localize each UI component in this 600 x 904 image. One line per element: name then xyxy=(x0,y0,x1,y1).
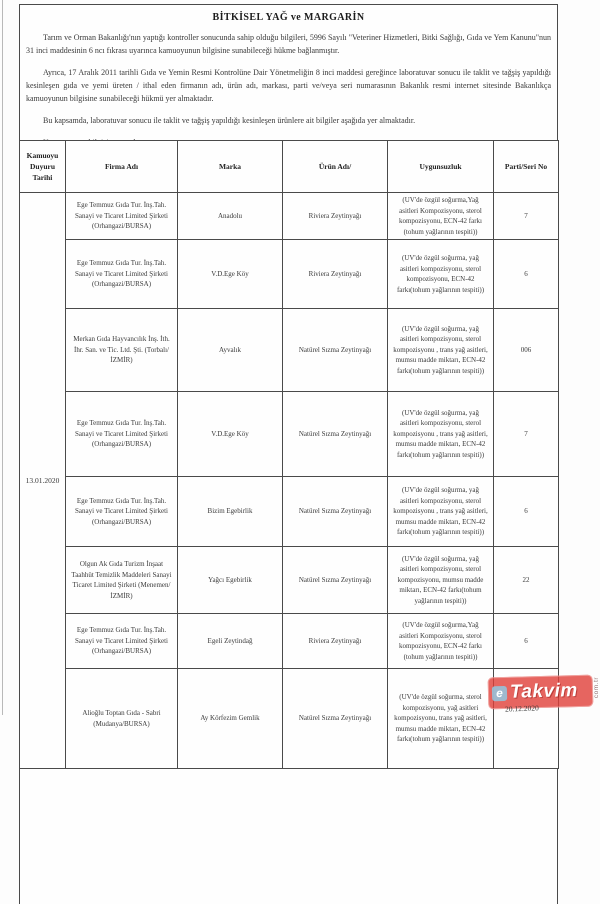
paragraph-law: Tarım ve Orman Bakanlığı'nın yaptığı kontroller sonucunda sahip olduğu bilgileri, 5996 Sayılı "Veteriner Hizmetleri, Bitki Sağlığı, Gıda ve Yem Kanunu"nun 31 inci maddesinin 6 ncı fıkrası uyarınca kamuoyunun bilgisine sunabileceği hükme bağlanmıştır. xyxy=(26,33,551,55)
cell-marka: Ayvalık xyxy=(178,309,283,392)
cell-firma: Ege Temmuz Gıda Tur. İnş.Tah. Sanayi ve Ticaret Limited Şirketi (Orhangazi/BURSA) xyxy=(66,614,178,669)
cell-urun: Riviera Zeytinyağı xyxy=(283,240,388,309)
cell-marka: Bizim Egebirlik xyxy=(178,477,283,547)
cell-uygunsuzluk: (UV'de özgül soğurma, sterol kompozisyonu, yağ asitleri kompozisyonu, trans yağ asitleri, mumsu madde miktarı, ECN-42 farkı(tohum yağlarının tespiti)) xyxy=(388,669,494,769)
table-row xyxy=(20,614,559,669)
violations-table xyxy=(19,140,559,769)
paragraph-regulation: Ayrıca, 17 Aralık 2011 tarihli Gıda ve Yemin Resmi Kontrolüne Dair Yönetmeliğin 8 inci maddesi gereğince laboratuvar sonucu ile taklit ve tağşiş yapıldığı kesinleşen gıda ve yemi üreten / ithal eden firmanın adı, ürün adı, markası, parti ve/veya seri numarasının Bakanlık resmi internet sitesinde Bakanlıkça kamuoyunun bilgisine sunabileceği hükmü yer almaktadır. xyxy=(26,67,551,103)
cell-marka: Anadolu xyxy=(178,193,283,240)
table-row xyxy=(20,669,559,769)
cell-uygunsuzluk: (UV'de özgül soğurma, yağ asitleri kompozisyonu, sterol kompozisyonu , trans yağ asitleri, mumsu madde miktarı, ECN-42 farkı(tohum yağlarının tespiti)) xyxy=(388,392,494,477)
cell-urun: Riviera Zeytinyağı xyxy=(283,193,388,240)
takvim-watermark xyxy=(488,676,600,714)
cell-uygunsuzluk: (UV'de özgül soğurma, yağ asitleri kompozisyonu, sterol kompozisyonu , trans yağ asitleri, mumsu madde miktarı, ECN-42 farkı(tohum yağlarının tespiti)) xyxy=(388,309,494,392)
cell-firma: Merkan Gıda Hayvancılık İnş. İth. İhr. San. ve Tic. Ltd. Şti. (Torbalı/İZMİR) xyxy=(66,309,178,392)
takvim-tld-text: com.tr xyxy=(593,677,600,699)
table-row xyxy=(20,547,559,614)
document-body xyxy=(20,32,557,150)
table-row xyxy=(20,309,559,392)
cell-urun: Riviera Zeytinyağı xyxy=(283,614,388,669)
cell-marka: Yağcı Egebirlik xyxy=(178,547,283,614)
scan-edge-artifact xyxy=(2,0,3,715)
table-row xyxy=(20,392,559,477)
cell-urun: Natürel Sızma Zeytinyağı xyxy=(283,309,388,392)
table-header-row xyxy=(20,141,559,193)
cell-urun: Natürel Sızma Zeytinyağı xyxy=(283,547,388,614)
cell-uygunsuzluk: (UV'de özgül soğurma,Yağ asitleri Kompozisyonu, sterol kompozisyonu, ECN-42 farkı (tohum yağlarının tespiti)) xyxy=(388,614,494,669)
header-marka: Marka xyxy=(178,141,283,193)
header-urun-adi: Ürün Adı/ xyxy=(283,141,388,193)
table-row xyxy=(20,240,559,309)
cell-parti: 7 xyxy=(494,193,559,240)
takvim-brand-text: Takvim xyxy=(509,680,579,703)
cell-uygunsuzluk: (UV'de özgül soğurma,Yağ asitleri Kompozisyonu, sterol kompozisyonu, ECN-42 farkı (tohum yağlarının tespiti)) xyxy=(388,193,494,240)
cell-marka: V.D.Ege Köy xyxy=(178,392,283,477)
document-page xyxy=(19,4,558,904)
cell-firma: Ege Temmuz Gıda Tur. İnş.Tah. Sanayi ve Ticaret Limited Şirketi (Orhangazi/BURSA) xyxy=(66,392,178,477)
cell-duyuru-tarihi: 13.01.2020 xyxy=(20,193,66,769)
takvim-e-icon: e xyxy=(492,685,507,700)
cell-uygunsuzluk: (UV'de özgül soğurma, yağ asitleri kompozisyonu, sterol kompozisyonu, mumsu madde miktarı, ECN-42 farkı(tohum yağlarının tespiti)) xyxy=(388,547,494,614)
cell-uygunsuzluk: (UV'de özgül soğurma, yağ asitleri kompozisyonu, sterol kompozisyonu , trans yağ asitleri, mumsu madde miktarı, ECN-42 farkı(tohum yağlarının tespiti)) xyxy=(388,477,494,547)
cell-urun: Natürel Sızma Zeytinyağı xyxy=(283,392,388,477)
cell-marka: Ay Körfezim Gemlik xyxy=(178,669,283,769)
cell-parti: 6 xyxy=(494,614,559,669)
paragraph-scope: Bu kapsamda, laboratuvar sonucu ile taklit ve tağşiş yapıldığı kesinleşen ürünlere ait bilgiler aşağıda yer almaktadır. xyxy=(43,115,416,125)
header-parti-seri: Parti/Seri No xyxy=(494,141,559,193)
table-row xyxy=(20,193,559,240)
cell-firma: Alioğlu Toptan Gıda - Sabri (Mudanya/BURSA) xyxy=(66,669,178,769)
page-title: BİTKİSEL YAĞ ve MARGARİN xyxy=(212,12,365,23)
header-firma-adi: Firma Adı xyxy=(66,141,178,193)
header-uygunsuzluk: Uygunsuzluk xyxy=(388,141,494,193)
cell-urun: Natürel Sızma Zeytinyağı xyxy=(283,477,388,547)
watermark-date: 20.12.2020 xyxy=(504,703,539,714)
cell-uygunsuzluk: (UV'de özgül soğurma, yağ asitleri kompozisyonu, sterol kompozisyonu, ECN-42 farkı(tohum yağlarının tespiti)) xyxy=(388,240,494,309)
cell-marka: V.D.Ege Köy xyxy=(178,240,283,309)
cell-parti: 7 xyxy=(494,392,559,477)
takvim-logo xyxy=(488,675,594,710)
cell-parti: 6 xyxy=(494,240,559,309)
cell-firma: Ege Temmuz Gıda Tur. İnş.Tah. Sanayi ve Ticaret Limited Şirketi (Orhangazi/BURSA) xyxy=(66,240,178,309)
table-row xyxy=(20,477,559,547)
cell-marka: Egeli Zeytindağ xyxy=(178,614,283,669)
header-duyuru-tarihi: Kamuoyu Duyuru Tarihi xyxy=(20,141,66,193)
cell-firma: Olgun Ak Gıda Turizm İnşaat Taahhüt Temizlik Maddeleri Sanayi Ticaret Limited Şirketi (Menemen/İZMİR) xyxy=(66,547,178,614)
cell-parti: 6 xyxy=(494,477,559,547)
cell-firma: Ege Temmuz Gıda Tur. İnş.Tah. Sanayi ve Ticaret Limited Şirketi (Orhangazi/BURSA) xyxy=(66,193,178,240)
cell-firma: Ege Temmuz Gıda Tur. İnş.Tah. Sanayi ve Ticaret Limited Şirketi (Orhangazi/BURSA) xyxy=(66,477,178,547)
cell-parti: 006 xyxy=(494,309,559,392)
cell-parti: 22 xyxy=(494,547,559,614)
cell-urun: Natürel Sızma Zeytinyağı xyxy=(283,669,388,769)
